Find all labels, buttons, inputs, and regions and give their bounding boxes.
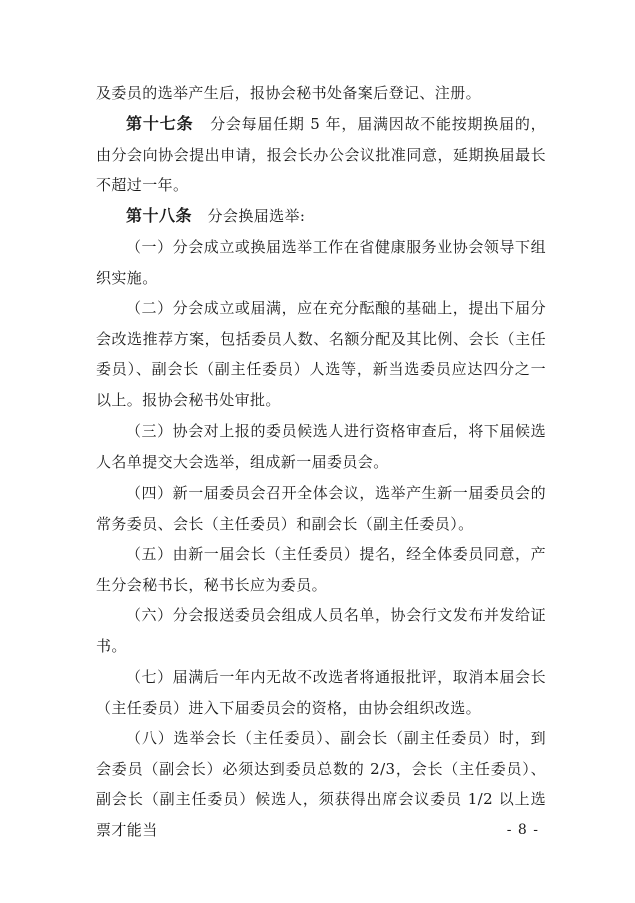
list-item-text: （四）新一届委员会召开全体会议，选举产生新一届委员会的常务委员、会长（主任委员）和副会长（副主任委员）。: [96, 484, 546, 533]
article-18-text: 分会换届选举:: [207, 207, 306, 225]
list-item-6: [96, 600, 546, 661]
list-item-3: [96, 416, 546, 477]
list-item-7: [96, 662, 546, 723]
list-item-2: [96, 293, 546, 415]
page-number: - 8 -: [506, 822, 539, 838]
list-item-8: [96, 723, 546, 845]
list-item-1: [96, 232, 546, 293]
article-17-text: 分会每届任期 5 年，届满因故不能按期换届的，由分会向协会提出申请，报会长办公会议批准同意，延期换届最长不超过一年。: [96, 115, 546, 194]
article-17-heading: 第十七条: [126, 114, 194, 133]
article-17: [96, 109, 546, 201]
paragraph-continuation: [96, 78, 546, 109]
list-item-5: [96, 539, 546, 600]
list-item-text: （六）分会报送委员会组成人员名单，协会行文发布并发给证书。: [96, 606, 546, 655]
paragraph-text: 及委员的选举产生后，报协会秘书处备案后登记、注册。: [96, 84, 482, 102]
list-item-text: （八）选举会长（主任委员）、副会长（副主任委员）时，到会委员（副会长）必须达到委员总数的 2/3，会长（主任委员）、副会长（副主任委员）候选人，须获得出席会议委员 1/2 以上选票才能当: [96, 729, 546, 839]
article-18: [96, 201, 546, 232]
list-item-text: （三）协会对上报的委员候选人进行资格审查后，将下届候选人名单提交大会选举，组成新一届委员会。: [96, 422, 546, 471]
list-item-text: （七）届满后一年内无故不改选者将通报批评，取消本届会长（主任委员）进入下届委员会的资格，由协会组织改选。: [96, 668, 546, 717]
list-item-text: （二）分会成立或届满，应在充分酝酿的基础上，提出下届分会改选推荐方案，包括委员人数、名额分配及其比例、会长（主任委员）、副会长（副主任委员）人选等，新当选委员应达四分之一以上。报协会秘书处审批。: [96, 299, 546, 409]
list-item-text: （五）由新一届会长（主任委员）提名，经全体委员同意，产生分会秘书长，秘书长应为委员。: [96, 545, 546, 594]
list-item-4: [96, 478, 546, 539]
list-item-text: （一）分会成立或换届选举工作在省健康服务业协会领导下组织实施。: [96, 238, 546, 287]
article-18-heading: 第十八条: [126, 206, 193, 225]
